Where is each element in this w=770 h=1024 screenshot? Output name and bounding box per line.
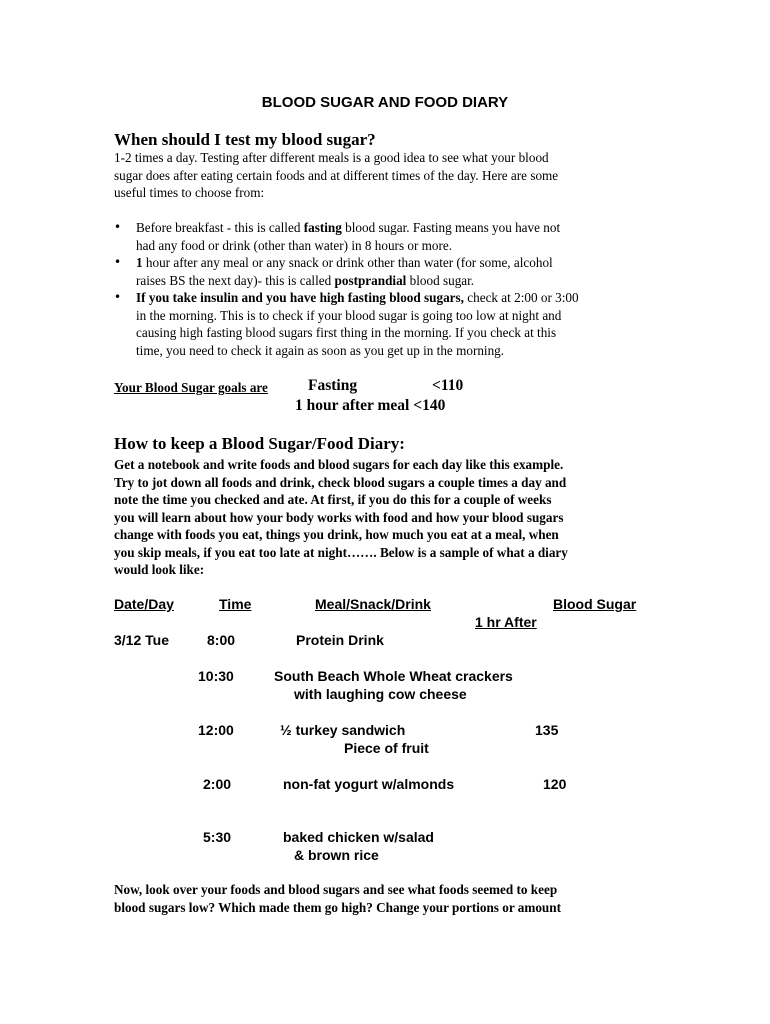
row-meal-continued: Piece of fruit bbox=[344, 740, 429, 756]
instruction-line: you skip meals, if you eat too late at night……. Below is a sample of what a diary bbox=[114, 544, 568, 560]
row-time: 12:00 bbox=[198, 722, 234, 738]
row-meal: Protein Drink bbox=[296, 632, 384, 648]
goal-fasting-value: <110 bbox=[432, 377, 464, 394]
text: check at 2:00 or 3:00 bbox=[463, 290, 579, 305]
row-blood-sugar: 120 bbox=[543, 776, 567, 792]
header-time: Time bbox=[219, 596, 252, 612]
section-heading-when-to-test: When should I test my blood sugar? bbox=[114, 130, 376, 149]
intro-paragraph bbox=[114, 149, 644, 202]
goal-fasting-label: Fasting bbox=[308, 377, 358, 394]
text: blood sugar. bbox=[406, 272, 475, 288]
list-item bbox=[114, 219, 644, 254]
row-time: 10:30 bbox=[198, 668, 234, 684]
row-meal: South Beach Whole Wheat crackers bbox=[274, 668, 513, 684]
bullet-icon: • bbox=[114, 290, 122, 304]
header-one-hour-after: 1 hr After bbox=[475, 614, 537, 630]
intro-line: 1-2 times a day. Testing after different meals is a good idea to see what your blood bbox=[114, 150, 549, 165]
row-date: 3/12 Tue bbox=[114, 632, 169, 648]
instruction-line: note the time you checked and ate. At first, if you do this for a couple of weeks bbox=[114, 492, 552, 507]
row-meal: baked chicken w/salad bbox=[283, 829, 434, 845]
text: blood sugar. Fasting means you have not bbox=[341, 220, 561, 235]
bullet-icon: • bbox=[114, 255, 122, 269]
list-item bbox=[114, 254, 644, 289]
list-item bbox=[114, 289, 644, 359]
section-heading-how-to-diary: How to keep a Blood Sugar/Food Diary: bbox=[114, 434, 405, 453]
row-time: 2:00 bbox=[203, 776, 232, 792]
text: hour after any meal or any snack or drink other than water (for some, alcohol bbox=[142, 255, 553, 270]
text: in the morning. This is to check if your blood sugar is going too low at night and bbox=[136, 307, 562, 323]
document-title: BLOOD SUGAR AND FOOD DIARY bbox=[261, 94, 509, 111]
closing-paragraph bbox=[114, 881, 644, 916]
testing-times-list bbox=[114, 219, 644, 359]
goal-after-meal: 1 hour after meal <140 bbox=[295, 397, 446, 414]
text: raises BS the next day)- this is called bbox=[136, 272, 335, 288]
instruction-line: Get a notebook and write foods and blood sugars for each day like this example. bbox=[114, 457, 564, 472]
row-meal-continued: & brown rice bbox=[294, 847, 379, 863]
diary-instructions bbox=[114, 456, 644, 579]
instruction-line: would look like: bbox=[114, 562, 205, 577]
closing-line: Now, look over your foods and blood sugars and see what foods seemed to keep bbox=[114, 882, 558, 897]
header-date: Date/Day bbox=[114, 596, 174, 612]
instruction-line: Try to jot down all foods and drink, check blood sugars a couple times a day and bbox=[114, 474, 567, 490]
text: Before breakfast - this is called bbox=[136, 220, 304, 235]
row-meal: non-fat yogurt w/almonds bbox=[283, 776, 455, 792]
row-time: 8:00 bbox=[207, 632, 236, 648]
instruction-line: you will learn about how your body works with food and how your blood sugars bbox=[114, 509, 564, 525]
goals-label: Your Blood Sugar goals are bbox=[114, 380, 268, 395]
row-blood-sugar: 135 bbox=[535, 722, 559, 738]
emphasis-insulin: If you take insulin and you have high fasting blood sugars, bbox=[136, 290, 464, 305]
intro-line: sugar does after eating certain foods and at different times of the day. Here are some bbox=[114, 167, 559, 183]
emphasis-one: 1 bbox=[136, 255, 143, 270]
header-meal: Meal/Snack/Drink bbox=[315, 596, 431, 612]
text: causing high fasting blood sugars first thing in the morning. If you check at this bbox=[136, 325, 557, 340]
closing-line: blood sugars low? Which made them go high? Change your portions or amount bbox=[114, 899, 561, 915]
emphasis-postprandial: postprandial bbox=[334, 272, 407, 288]
instruction-line: change with foods you eat, things you drink, how much you eat at a meal, when bbox=[114, 527, 559, 542]
emphasis-fasting: fasting bbox=[303, 220, 342, 235]
bullet-icon: • bbox=[114, 220, 122, 234]
row-meal-continued: with laughing cow cheese bbox=[294, 686, 467, 702]
header-blood-sugar: Blood Sugar bbox=[553, 596, 637, 612]
text: had any food or drink (other than water) in 8 hours or more. bbox=[136, 237, 453, 253]
intro-line: useful times to choose from: bbox=[114, 185, 265, 200]
text: time, you need to check it again as soon as you get up in the morning. bbox=[136, 342, 505, 358]
row-meal: ½ turkey sandwich bbox=[280, 722, 406, 738]
row-time: 5:30 bbox=[203, 829, 232, 845]
